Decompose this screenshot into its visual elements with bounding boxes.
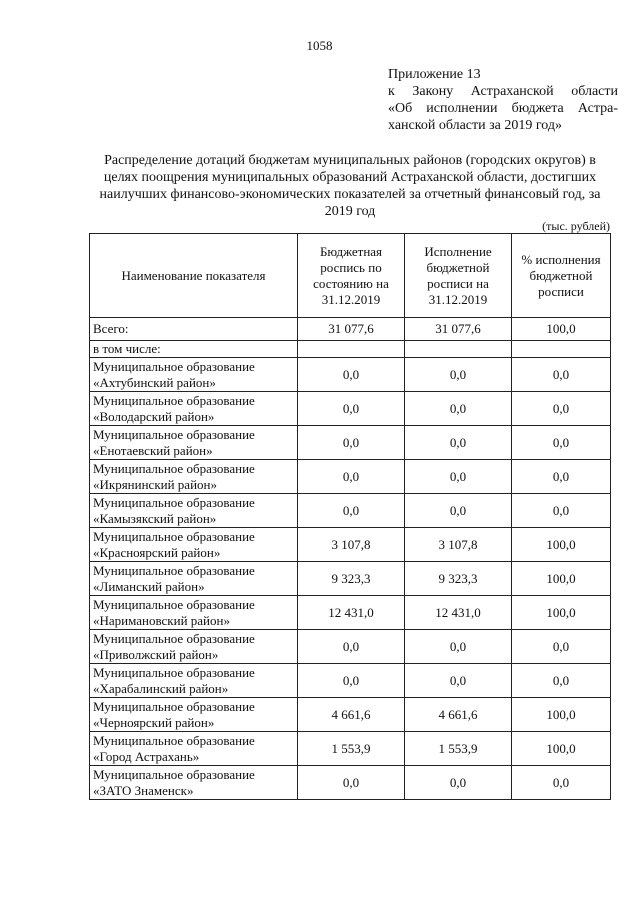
appendix-line: «Об исполнении бюджета Астра- xyxy=(388,101,618,116)
municipality-name-line: Муниципальное образование xyxy=(93,358,255,374)
municipality-name-line: «Лиманский район» xyxy=(93,578,205,594)
column-header-execution: Исполнение бюджетной росписи на 31.12.2019 xyxy=(405,234,512,318)
municipality-name xyxy=(90,698,298,732)
municipality-name xyxy=(90,494,298,528)
municipality-name-line: Муниципальное образование xyxy=(93,460,255,476)
municipality-name-line: Муниципальное образование xyxy=(93,630,255,646)
municipality-name-line: Муниципальное образование xyxy=(93,664,255,680)
cell-execution: 0,0 xyxy=(405,358,512,392)
including-row xyxy=(90,341,611,358)
cell-execution: 3 107,8 xyxy=(405,528,512,562)
municipality-name-line: Муниципальное образование xyxy=(93,392,255,408)
cell-execution: 12 431,0 xyxy=(405,596,512,630)
cell-execution: 0,0 xyxy=(405,630,512,664)
appendix-header xyxy=(388,66,618,134)
municipality-name-line: Муниципальное образование xyxy=(93,426,255,442)
municipality-name xyxy=(90,664,298,698)
table-row xyxy=(90,664,611,698)
empty-cell xyxy=(405,341,512,358)
cell-execution: 0,0 xyxy=(405,426,512,460)
cell-budget: 0,0 xyxy=(298,392,405,426)
municipality-name-line: «Икрянинский район» xyxy=(93,476,217,492)
municipality-name xyxy=(90,358,298,392)
municipality-name-line: «Володарский район» xyxy=(93,408,215,424)
municipality-name xyxy=(90,426,298,460)
cell-execution: 9 323,3 xyxy=(405,562,512,596)
table-row xyxy=(90,460,611,494)
cell-budget: 4 661,6 xyxy=(298,698,405,732)
municipality-name-line: Муниципальное образование xyxy=(93,732,255,748)
table-row xyxy=(90,766,611,800)
cell-percent: 0,0 xyxy=(512,664,611,698)
cell-budget: 0,0 xyxy=(298,664,405,698)
table-row xyxy=(90,392,611,426)
units-label: (тыс. рублей) xyxy=(542,219,610,233)
cell-budget: 0,0 xyxy=(298,766,405,800)
cell-budget: 9 323,3 xyxy=(298,562,405,596)
municipality-name-line: «Харабалинский район» xyxy=(93,680,229,696)
municipality-name-line: «Ахтубинский район» xyxy=(93,374,216,390)
total-budget: 31 077,6 xyxy=(298,318,405,341)
cell-percent: 0,0 xyxy=(512,766,611,800)
municipality-name xyxy=(90,630,298,664)
cell-percent: 100,0 xyxy=(512,732,611,766)
dotation-table xyxy=(89,233,611,800)
cell-budget: 0,0 xyxy=(298,426,405,460)
municipality-name-line: «Камызякский район» xyxy=(93,510,217,526)
cell-percent: 0,0 xyxy=(512,460,611,494)
municipality-name-line: «Наримановский район» xyxy=(93,612,230,628)
empty-cell xyxy=(512,341,611,358)
column-header-budget: Бюджетная роспись по состоянию на 31.12.2019 xyxy=(298,234,405,318)
municipality-name-line: «Город Астрахань» xyxy=(93,748,200,764)
municipality-name xyxy=(90,392,298,426)
table-row xyxy=(90,596,611,630)
table-row xyxy=(90,630,611,664)
cell-budget: 1 553,9 xyxy=(298,732,405,766)
municipality-name xyxy=(90,562,298,596)
cell-percent: 100,0 xyxy=(512,698,611,732)
cell-percent: 0,0 xyxy=(512,426,611,460)
municipality-name-line: Муниципальное образование xyxy=(93,596,255,612)
table-row xyxy=(90,494,611,528)
municipality-name xyxy=(90,460,298,494)
cell-execution: 0,0 xyxy=(405,494,512,528)
page-number: 1058 xyxy=(306,38,333,53)
cell-budget: 0,0 xyxy=(298,358,405,392)
empty-cell xyxy=(298,341,405,358)
table-row xyxy=(90,562,611,596)
cell-execution: 1 553,9 xyxy=(405,732,512,766)
cell-percent: 0,0 xyxy=(512,630,611,664)
table-row xyxy=(90,698,611,732)
municipality-name xyxy=(90,766,298,800)
cell-percent: 100,0 xyxy=(512,528,611,562)
cell-execution: 4 661,6 xyxy=(405,698,512,732)
appendix-line: Приложение 13 xyxy=(388,67,481,82)
table-body xyxy=(90,318,611,800)
cell-percent: 100,0 xyxy=(512,562,611,596)
municipality-name-line: «ЗАТО Знаменск» xyxy=(93,782,194,798)
appendix-line: к Закону Астраханской области xyxy=(388,84,618,99)
table-header-row xyxy=(90,234,611,318)
cell-execution: 0,0 xyxy=(405,392,512,426)
municipality-name-line: Муниципальное образование xyxy=(93,562,255,578)
appendix-line: ханской области за 2019 год» xyxy=(388,118,562,133)
column-header-name: Наименование показателя xyxy=(90,234,298,318)
municipality-name-line: Муниципальное образование xyxy=(93,698,255,714)
cell-percent: 0,0 xyxy=(512,494,611,528)
cell-percent: 0,0 xyxy=(512,358,611,392)
municipality-name-line: Муниципальное образование xyxy=(93,528,255,544)
municipality-name-line: «Красноярский район» xyxy=(93,544,221,560)
cell-budget: 0,0 xyxy=(298,494,405,528)
cell-percent: 0,0 xyxy=(512,392,611,426)
municipality-name-line: «Черноярский район» xyxy=(93,714,215,730)
municipality-name xyxy=(90,528,298,562)
cell-execution: 0,0 xyxy=(405,460,512,494)
cell-execution: 0,0 xyxy=(405,766,512,800)
column-header-percent: % исполнения бюджетной росписи xyxy=(512,234,611,318)
total-execution: 31 077,6 xyxy=(405,318,512,341)
municipality-name-line: «Енотаевский район» xyxy=(93,442,213,458)
total-label: Всего: xyxy=(90,318,298,341)
total-row xyxy=(90,318,611,341)
cell-budget: 12 431,0 xyxy=(298,596,405,630)
total-percent: 100,0 xyxy=(512,318,611,341)
cell-budget: 3 107,8 xyxy=(298,528,405,562)
table-row xyxy=(90,732,611,766)
cell-percent: 100,0 xyxy=(512,596,611,630)
table-row xyxy=(90,426,611,460)
municipality-name xyxy=(90,732,298,766)
municipality-name-line: «Приволжский район» xyxy=(93,646,219,662)
table-row xyxy=(90,358,611,392)
cell-budget: 0,0 xyxy=(298,630,405,664)
cell-execution: 0,0 xyxy=(405,664,512,698)
table-row xyxy=(90,528,611,562)
municipality-name xyxy=(90,596,298,630)
municipality-name-line: Муниципальное образование xyxy=(93,766,255,782)
cell-budget: 0,0 xyxy=(298,460,405,494)
municipality-name-line: Муниципальное образование xyxy=(93,494,255,510)
document-title: Распределение дотаций бюджетам муниципальных районов (городских округов) в целях поощрения муниципальных образований Астраханской области, достигших наилучших финансово-экономических показателей за отчетный финансовый год, за 2019 год xyxy=(99,153,601,219)
including-label: в том числе: xyxy=(90,341,298,358)
